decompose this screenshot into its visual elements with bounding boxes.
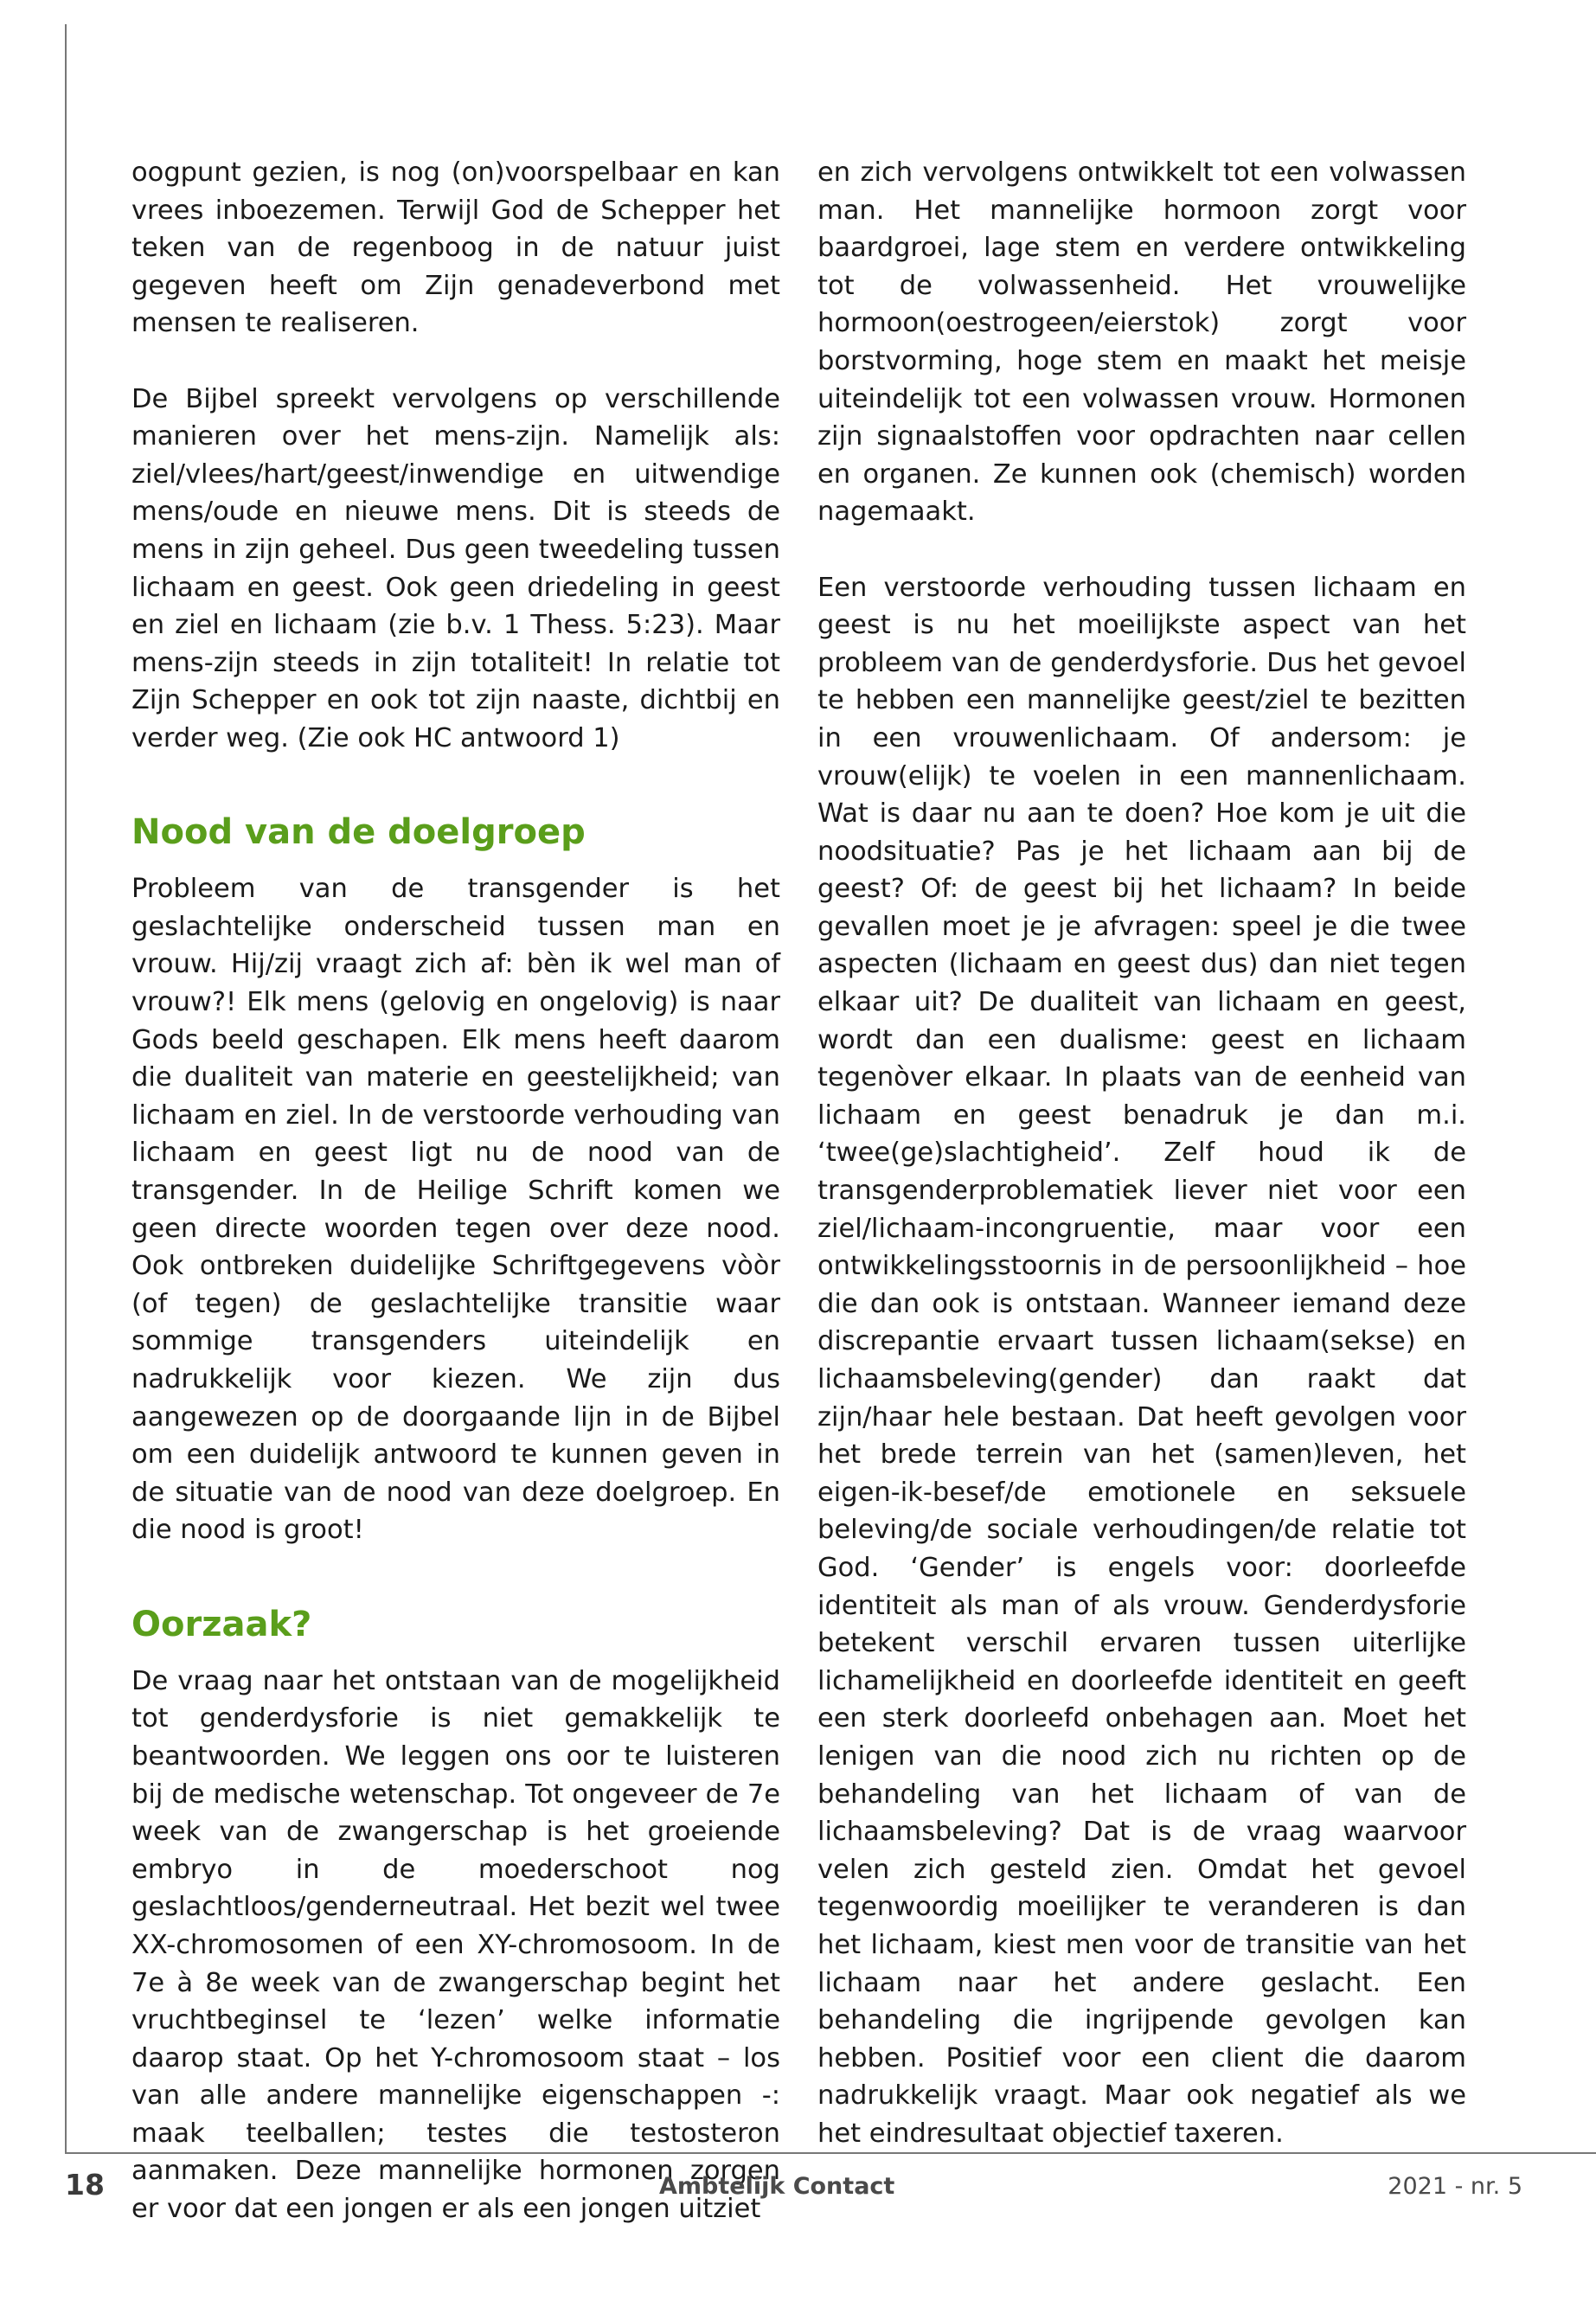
paragraph-nood: Probleem van de transgender is het geslachtelijke onderscheid tussen man en vrouw. Hij/zij vraagt zich af: bèn ik wel man of vrouw?! Elk mens (gelovig en ongelovig) is naar Gods beeld geschapen. Elk mens heeft daarom die dualiteit van materie en geestelijkheid; van lichaam en ziel. In de verstoorde verhouding van lichaam en geest ligt nu de nood van de transgender. In de Heilige Schrift komen we geen directe woorden tegen over deze nood. Ook ontbreken duidelijke Schriftgegevens vòòr (of tegen) de geslachtelijke transitie waar sommige transgenders uiteindelijk en nadrukkelijk voor kiezen. We zijn dus aangewezen op de doorgaande lijn in de Bijbel om een duidelijk antwoord te kunnen geven in de situatie van de nood van deze doelgroep. En die nood is groot!: [131, 874, 780, 1546]
left-column: [131, 154, 780, 2228]
left-border-rule: [65, 24, 67, 2152]
paragraph-regenboog: oogpunt gezien, is nog (on)voorspelbaar en kan vrees inboezemen. Terwijl God de Schepper het teken van de regenboog in de natuur juist gegeven heeft om Zijn genadeverbond met mensen te realiseren.: [131, 157, 780, 339]
right-column: [817, 154, 1466, 2152]
magazine-title: Ambtelijk Contact: [659, 2173, 895, 2200]
paragraph-hormonen: en zich vervolgens ontwikkelt tot een volwassen man. Het mannelijke hormoon zorgt voor baardgroei, lage stem en verdere ontwikkeling tot de volwassenheid. Het vrouwelijke hormoon(oestrogeen/eierstok) zorgt voor borstvorming, hoge stem en maakt het meisje uiteindelijk tot een volwassen vrouw. Hormonen zijn signaalstoffen voor opdrachten naar cellen en organen. Ze kunnen ook (chemisch) worden nagemaakt.: [817, 157, 1466, 528]
paragraph-verstoorde-verhouding: Een verstoorde verhouding tussen lichaam en geest is nu het moeilijkste aspect van het probleem van de genderdysforie. Dus het gevoel te hebben een mannelijke geest/ziel te bezitten in een vrouwenlichaam. Of andersom: je vrouw(elijk) te voelen in een mannenlichaam. Wat is daar nu aan te doen? Hoe kom je uit die noodsituatie? Pas je het lichaam aan bij de geest? Of: de geest bij het lichaam? In beide gevallen moet je je afvragen: speel je die twee aspecten (lichaam en geest dus) dan niet tegen elkaar uit? De dualiteit van lichaam en geest, wordt dan een dualisme: geest en lichaam tegenòver elkaar. In plaats van de eenheid van lichaam en geest benadruk je dan m.i. ‘twee(ge)slachtigheid’. Zelf houd ik de transgenderproblematiek liever niet voor een ziel/lichaam-incongruentie, maar voor een ontwikkelingsstoornis in de persoonlijkheid – hoe die dan ook is ontstaan. Wanneer iemand deze discrepantie ervaart tussen lichaam(sekse) en lichaamsbeleving(gender) dan raakt dat zijn/haar hele bestaan. Dat heeft gevolgen voor het brede terrein van het (samen)leven, het eigen-ik-besef/de emotionele en seksuele beleving/de sociale verhoudingen/de relatie tot God. ‘Gender’ is engels voor: doorleefde identiteit als man of als vrouw. Genderdysforie betekent verschil ervaren tussen uiterlijke lichamelijkheid en doorleefde identiteit en geeft een sterk doorleefd onbehagen aan. Moet het lenigen van die nood zich nu richten op de behandeling van het lichaam of van de lichaamsbeleving? Dat is de vraag waarvoor velen zich gesteld zien. Omdat het gevoel tegenwoordig moeilijker te veranderen is dan het lichaam, kiest men voor de transitie van het lichaam naar het andere geslacht. Een behandeling die ingrijpende gevolgen kan hebben. Positief voor een client die daarom nadrukkelijk vraagt. Maar ook negatief als we het eindresultaat objectief taxeren.: [817, 572, 1466, 2149]
page-number: 18: [65, 2168, 105, 2202]
heading-nood-van-de-doelgroep: Nood van de doelgroep: [131, 812, 586, 853]
paragraph-mens-zijn: De Bijbel spreekt vervolgens op verschillende manieren over het mens-zijn. Namelijk als: ziel/vlees/hart/geest/inwendige en uitwendige mens/oude en nieuwe mens. Dit is steeds de mens in zijn geheel. Dus geen tweedeling tussen lichaam en geest. Ook geen driedeling in geest en ziel en lichaam (zie b.v. 1 Thess. 5:23). Maar mens-zijn steeds in zijn totaliteit! In relatie tot Zijn Schepper en ook tot zijn naaste, dichtbij en verder weg. (Zie ook HC antwoord 1): [131, 383, 780, 753]
paragraph-oorzaak: De vraag naar het ontstaan van de mogelijkheid tot genderdysforie is niet gemakkelijk te beantwoorden. We leggen ons oor te luisteren bij de medische wetenschap. Tot ongeveer de 7e week van de zwangerschap is het groeiende embryo in de moederschoot nog geslachtloos/genderneutraal. Het bezit wel twee XX-chromosomen of een XY-chromosoom. In de 7e à 8e week van de zwangerschap begint het vruchtbeginsel te ‘lezen’ welke informatie daarop staat. Op het Y-chromosoom staat – los van alle andere mannelijke eigenschappen -: maak teelballen; testes die testosteron aanmaken. Deze mannelijke hormonen zorgen er voor dat een jongen er als een jongen uitziet: [131, 1665, 780, 2225]
issue-number: 2021 - nr. 5: [1388, 2173, 1522, 2200]
heading-oorzaak: Oorzaak?: [131, 1604, 312, 1644]
